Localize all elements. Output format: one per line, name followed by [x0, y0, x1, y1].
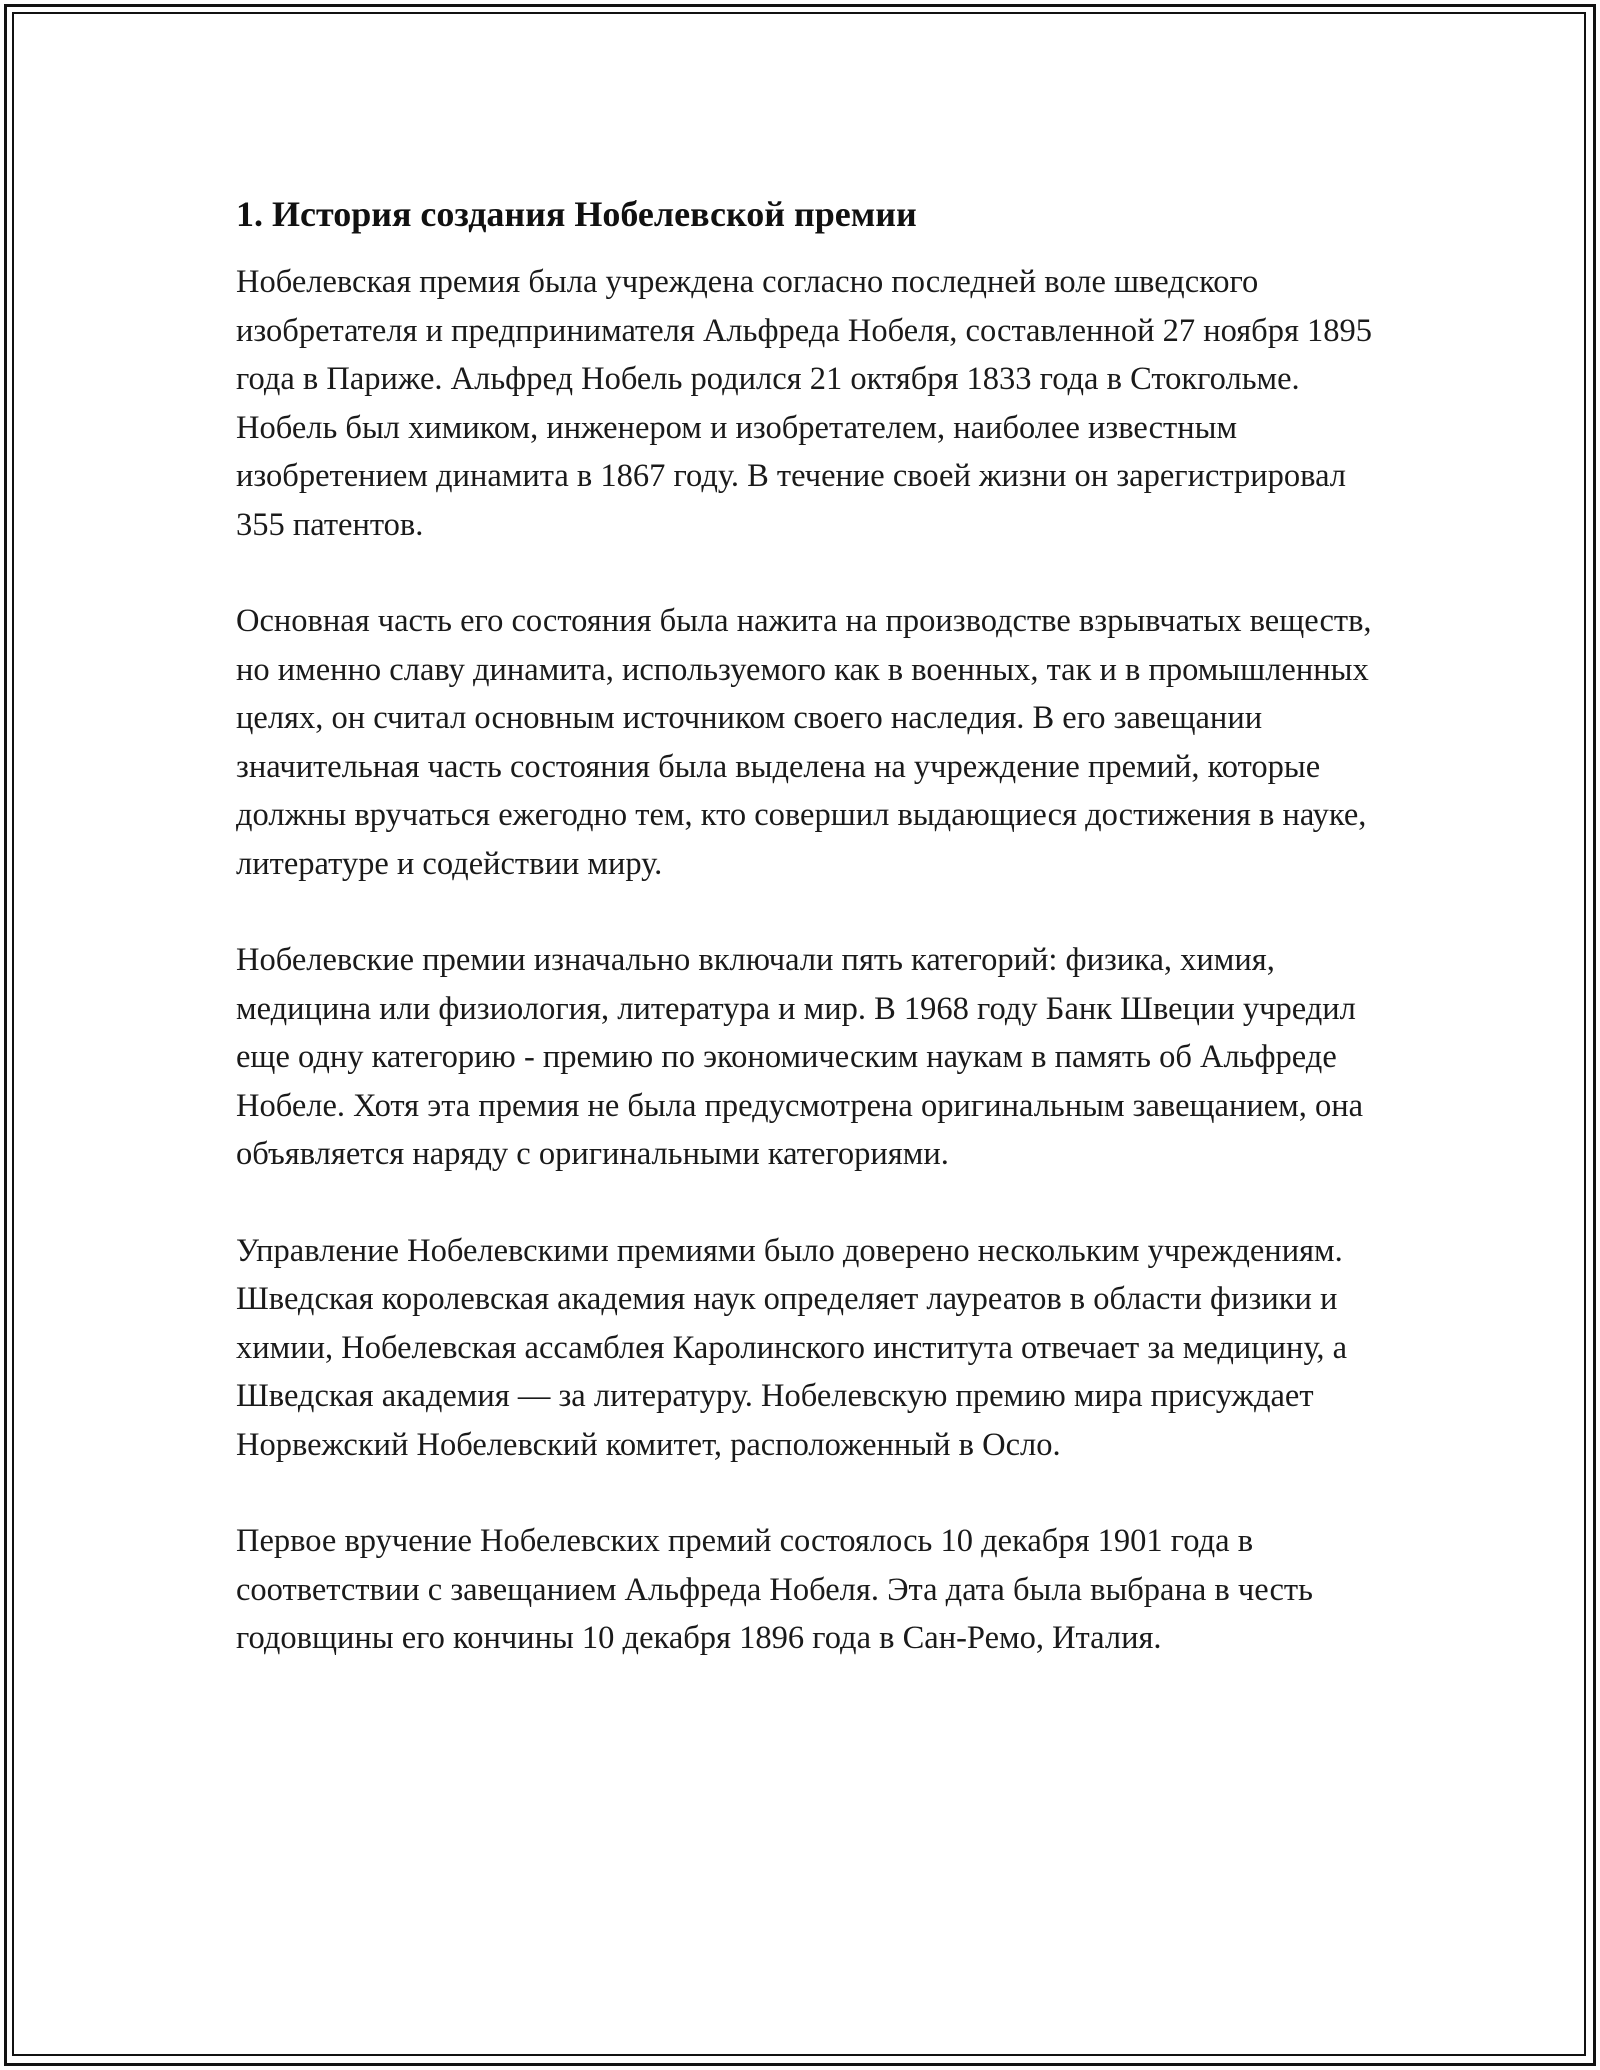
paragraph-3: Нобелевские премии изначально включали пять категорий: физика, химия, медицина или физиология, литература и мир. В 1968 году Банк Швеции учредил еще одну категорию - премию по экономическим наукам в память об Альфреде Нобеле. Хотя эта премия не была предусмотрена оригинальным завещанием, она объявляется наряду с оригинальными категориями. — [236, 942, 1364, 1172]
paragraph-5: Первое вручение Нобелевских премий состоялось 10 декабря 1901 года в соответствии с завещанием Альфреда Нобеля. Эта дата была выбрана в честь годовщины его кончины 10 декабря 1896 года в Сан-Ремо, Италия. — [236, 1523, 1313, 1656]
paragraph-1: Нобелевская премия была учреждена согласно последней воле шведского изобретателя и предпринимателя Альфреда Нобеля, составленной 27 ноября 1895 года в Париже. Альфред Нобель родился 21 октября 1833 года в Стокгольме. Нобель был химиком, инженером и изобретателем, наиболее известным изобретением динамита в 1867 году. В течение своей жизни он зарегистрировал 355 патентов. — [236, 264, 1373, 543]
paragraph-2: Основная часть его состояния была нажита на производстве взрывчатых веществ, но именно славу динамита, используемого как в военных, так и в промышленных целях, он считал основным источником своего наследия. В его завещании значительная часть состояния была выделена на учреждение премий, которые должны вручаться ежегодно тем, кто совершил выдающиеся достижения в науке, литературе и содействии миру. — [236, 603, 1372, 882]
document-body — [236, 188, 1376, 1711]
paragraph-4: Управление Нобелевскими премиями было доверено нескольким учреждениям. Шведская королевская академия наук определяет лауреатов в области физики и химии, Нобелевская ассамблея Каролинского института отвечает за медицину, а Шведская академия — за литературу. Нобелевскую премию мира присуждает Норвежский Нобелевский комитет, расположенный в Осло. — [236, 1232, 1348, 1463]
section-heading: 1. История создания Нобелевской премии — [236, 194, 917, 234]
